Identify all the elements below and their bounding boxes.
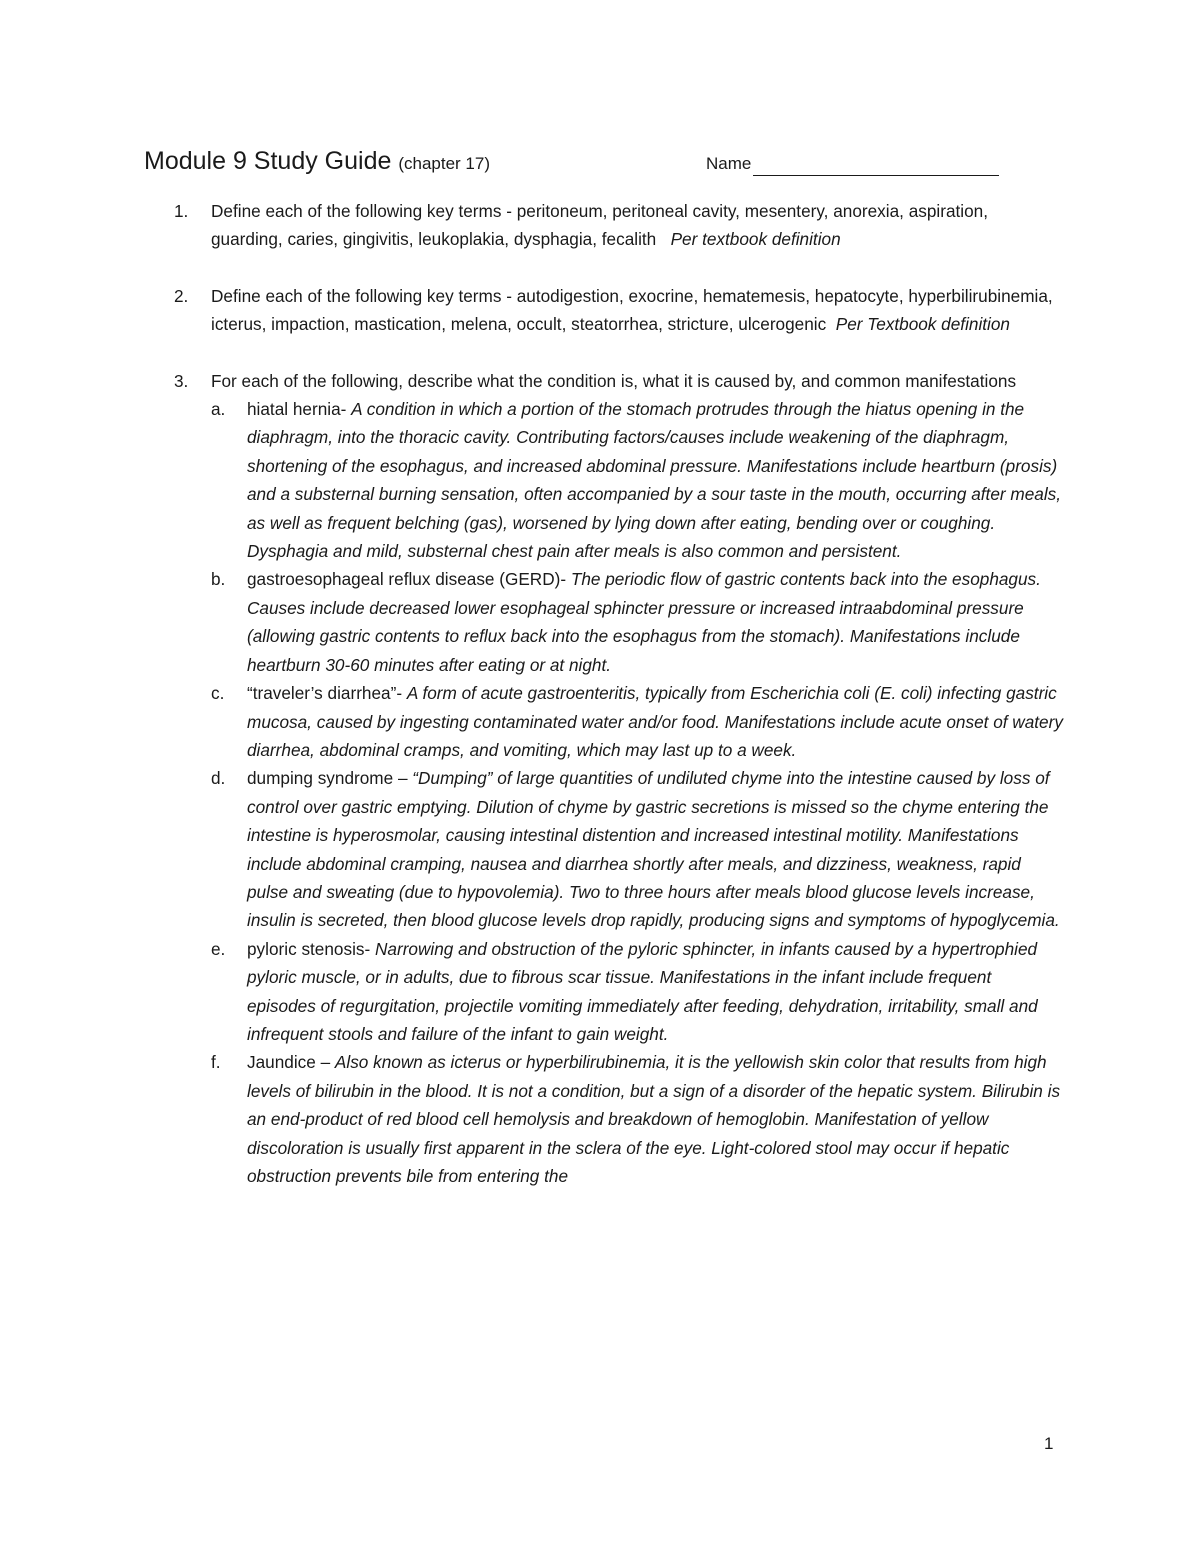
question-number: 2. <box>174 285 189 306</box>
name-blank-line <box>753 157 999 176</box>
name-field <box>706 152 999 176</box>
condition-answer: A form of acute gastroenteritis, typically from Escherichia coli (E. coli) infecting gastric mucosa, caused by ingesting contaminated water and/or food. Manifestations include acute onset of watery diarrhea, abdominal cramps, and vomiting, which may last up to a week. <box>247 683 1063 760</box>
item-letter: c. <box>211 683 225 704</box>
item-letter: b. <box>211 569 226 590</box>
condition-term: “traveler’s diarrhea”- <box>247 683 407 704</box>
question-text: Define each of the following key terms - autodigestion, exocrine, hematemesis, hepatocyte, hyperbilirubinemia, icterus, impaction, mastication, melena, occult, steatorrhea, stricture, ulcerogenic <box>211 285 1053 335</box>
question-1 <box>144 197 1064 254</box>
condition-pyloric-stenosis <box>211 935 1064 1049</box>
item-letter: a. <box>211 399 226 420</box>
condition-hiatal-hernia <box>211 395 1064 565</box>
header <box>144 143 1024 183</box>
condition-jaundice <box>211 1048 1064 1190</box>
condition-term: pyloric stenosis- <box>247 938 375 959</box>
condition-travelers-diarrhea <box>211 679 1064 764</box>
question-2 <box>144 282 1064 339</box>
condition-answer: Narrowing and obstruction of the pyloric sphincter, in infants caused by a hypertrophied pyloric muscle, or in adults, due to fibrous scar tissue. Manifestations in the infant include frequent episodes of regurgitation, projectile vomiting immediately after feeding, dehydration, irritability, small and infrequent stools and failure of the infant to gain weight. <box>247 938 1038 1044</box>
condition-dumping-syndrome <box>211 764 1064 934</box>
title-chapter: (chapter 17) <box>398 154 491 173</box>
question-list <box>144 197 1064 1190</box>
question-number: 3. <box>174 370 189 391</box>
condition-answer: The periodic flow of gastric contents back into the esophagus. Causes include decreased lower esophageal sphincter pressure or increased intraabdominal pressure (allowing gastric contents to reflux back into the esophagus from the stomach). Manifestations include heartburn 30-60 minutes after eating or at night. <box>247 569 1041 675</box>
question-answer: Per Textbook definition <box>835 314 1010 335</box>
question-number: 1. <box>174 201 189 221</box>
condition-answer: Also known as icterus or hyperbilirubinemia, it is the yellowish skin color that results from high levels of bilirubin in the blood. It is not a condition, but a sign of a disorder of the hepatic system. Bilirubin is an end-product of red blood cell hemolysis and breakdown of hemoglobin. Manifestation of yellow discoloration is usually first apparent in the sclera of the eye. Light-colored stool may occur if hepatic obstruction prevents bile from entering the <box>247 1052 1061 1186</box>
condition-term: hiatal hernia- <box>247 399 352 420</box>
condition-term: gastroesophageal reflux disease (GERD)- <box>247 569 571 590</box>
condition-list <box>211 395 1064 1190</box>
question-answer: Per textbook definition <box>670 229 841 250</box>
item-letter: f. <box>211 1052 221 1073</box>
name-label: Name <box>706 154 752 173</box>
condition-term: Jaundice – <box>247 1052 335 1073</box>
item-letter: e. <box>211 938 226 959</box>
page-title <box>144 143 490 182</box>
item-letter: d. <box>211 768 226 789</box>
condition-answer: “Dumping” of large quantities of undiluted chyme into the intestine caused by loss of control over gastric emptying. Dilution of chyme by gastric secretions is missed so the chyme entering the intestine is hyperosmolar, causing intestinal distention and increased intestinal motility. Manifestations include abdominal cramping, nausea and diarrhea shortly after meals, and dizziness, weakness, rapid pulse and sweating (due to hypovolemia). Two to three hours after meals blood glucose levels increase, insulin is secreted, then blood glucose levels drop rapidly, producing signs and symptoms of hypoglycemia. <box>247 768 1060 931</box>
page-number: 1 <box>1044 1434 1054 1453</box>
question-text: Define each of the following key terms - peritoneum, peritoneal cavity, mesentery, anorexia, aspiration, guarding, caries, gingivitis, leukoplakia, dysphagia, fecalith <box>211 201 989 250</box>
condition-gerd <box>211 565 1064 679</box>
title-main: Module 9 Study Guide <box>144 147 392 175</box>
question-3 <box>144 367 1064 1191</box>
condition-term: dumping syndrome – <box>247 768 413 789</box>
condition-answer: A condition in which a portion of the stomach protrudes through the hiatus opening in the diaphragm, into the thoracic cavity. Contributing factors/causes include weakening of the diaphragm, shortening of the esophagus, and increased abdominal pressure. Manifestations include heartburn (prosis) and a substernal burning sensation, often accompanied by a sour taste in the mouth, occurring after meals, as well as frequent belching (gas), worsened by lying down after eating, bending over or coughing. Dysphagia and mild, substernal chest pain after meals is also common and persistent. <box>247 399 1062 562</box>
question-text: For each of the following, describe what the condition is, what it is caused by, and common manifestations <box>211 370 1017 391</box>
